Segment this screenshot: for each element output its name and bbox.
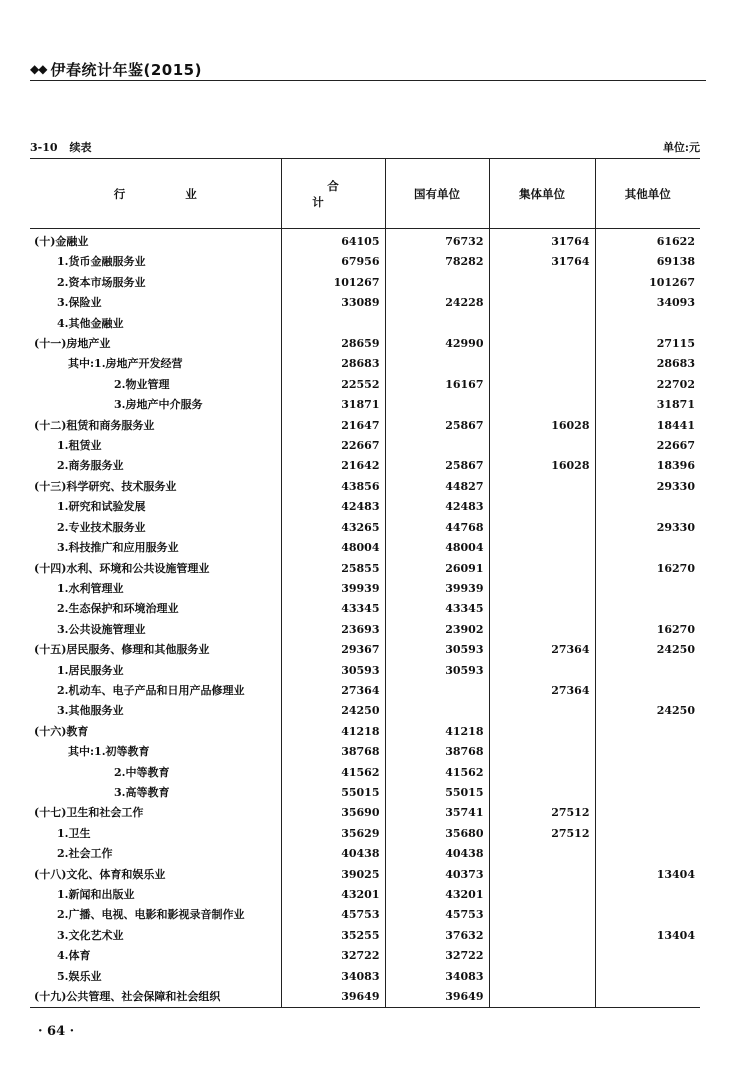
total-value: 39939 [281, 579, 385, 599]
table-row [30, 783, 700, 803]
state-owned-value: 42483 [385, 497, 489, 517]
other-value [595, 824, 700, 844]
collective-value [489, 354, 595, 374]
other-value [595, 538, 700, 558]
state-owned-value: 43345 [385, 599, 489, 619]
collective-value [489, 783, 595, 803]
table-row [30, 273, 700, 293]
collective-value [489, 701, 595, 721]
collective-value: 27364 [489, 681, 595, 701]
collective-value [489, 559, 595, 579]
table-row [30, 334, 700, 354]
industry-name: 2.专业技术服务业 [57, 520, 146, 534]
other-value: 22702 [595, 375, 700, 395]
table-row [30, 946, 700, 966]
table-row [30, 824, 700, 844]
other-value: 16270 [595, 620, 700, 640]
table-row [30, 395, 700, 415]
other-value: 24250 [595, 701, 700, 721]
other-value [595, 742, 700, 762]
other-value: 29330 [595, 518, 700, 538]
table-row [30, 640, 700, 660]
other-value [595, 763, 700, 783]
total-value: 30593 [281, 661, 385, 681]
industry-name: 1.居民服务业 [57, 663, 124, 677]
table-row [30, 518, 700, 538]
other-value [595, 967, 700, 987]
state-owned-value: 42990 [385, 334, 489, 354]
table-row [30, 375, 700, 395]
collective-value [489, 722, 595, 742]
collective-value: 27512 [489, 803, 595, 823]
other-value: 29330 [595, 477, 700, 497]
total-value: 64105 [281, 229, 385, 253]
state-owned-value: 35680 [385, 824, 489, 844]
industry-name: 3.房地产中介服务 [114, 398, 203, 412]
industry-name: 3.科技推广和应用服务业 [57, 541, 179, 555]
table-row [30, 722, 700, 742]
state-owned-value: 37632 [385, 926, 489, 946]
other-value [595, 579, 700, 599]
table-row [30, 865, 700, 885]
collective-value [489, 599, 595, 619]
total-value: 39649 [281, 987, 385, 1008]
total-value: 35690 [281, 803, 385, 823]
industry-name: 2.广播、电视、电影和影视录音制作业 [57, 908, 245, 922]
collective-value: 27512 [489, 824, 595, 844]
state-owned-value: 78282 [385, 252, 489, 272]
state-owned-value: 40373 [385, 865, 489, 885]
total-value: 22667 [281, 436, 385, 456]
table-row [30, 456, 700, 476]
other-value: 101267 [595, 273, 700, 293]
industry-name: (十七)卫生和社会工作 [34, 806, 144, 820]
column-header-state-owned: 国有单位 [385, 159, 489, 229]
state-owned-value [385, 701, 489, 721]
industry-name: 1.卫生 [57, 826, 91, 840]
total-value: 55015 [281, 783, 385, 803]
total-value: 33089 [281, 293, 385, 313]
state-owned-value: 32722 [385, 946, 489, 966]
industry-name: 3.公共设施管理业 [57, 622, 146, 636]
total-value: 24250 [281, 701, 385, 721]
collective-value [489, 661, 595, 681]
industry-name: 其中:1.初等教育 [68, 745, 150, 759]
industry-name: 2.资本市场服务业 [57, 275, 146, 289]
collective-value [489, 579, 595, 599]
total-value: 32722 [281, 946, 385, 966]
table-row [30, 803, 700, 823]
other-value [595, 987, 700, 1008]
table-row [30, 742, 700, 762]
table-row [30, 987, 700, 1008]
state-owned-value: 26091 [385, 559, 489, 579]
industry-name: 5.娱乐业 [57, 969, 102, 983]
total-value: 41562 [281, 763, 385, 783]
industry-name: 2.机动车、电子产品和日用产品修理业 [57, 683, 245, 697]
state-owned-value: 41218 [385, 722, 489, 742]
table-row [30, 661, 700, 681]
other-value [595, 803, 700, 823]
total-value: 42483 [281, 497, 385, 517]
industry-name: 2.物业管理 [114, 377, 170, 391]
total-value: 21642 [281, 456, 385, 476]
collective-value [489, 395, 595, 415]
industry-name: 3.文化艺术业 [57, 928, 124, 942]
unit-label: 单位:元 [662, 141, 700, 154]
diamond-icon: ◆◆ [30, 62, 47, 76]
total-value: 28659 [281, 334, 385, 354]
state-owned-value: 40438 [385, 844, 489, 864]
state-owned-value [385, 273, 489, 293]
collective-value [489, 763, 595, 783]
state-owned-value: 39939 [385, 579, 489, 599]
other-value: 34093 [595, 293, 700, 313]
table-row [30, 926, 700, 946]
column-header-total: 合 计 [281, 159, 385, 229]
industry-name: 2.商务服务业 [57, 459, 124, 473]
collective-value [489, 742, 595, 762]
other-value: 13404 [595, 865, 700, 885]
industry-name: (十)金融业 [34, 235, 89, 248]
other-value: 16270 [595, 559, 700, 579]
state-owned-value: 23902 [385, 620, 489, 640]
table-body [30, 229, 700, 1008]
collective-value: 27364 [489, 640, 595, 660]
collective-value [489, 293, 595, 313]
collective-value [489, 273, 595, 293]
collective-value [489, 946, 595, 966]
header-rule [30, 80, 706, 81]
collective-value [489, 436, 595, 456]
table-row [30, 844, 700, 864]
other-value: 69138 [595, 252, 700, 272]
state-owned-value [385, 395, 489, 415]
industry-name: (十三)科学研究、技术服务业 [34, 479, 177, 493]
collective-value [489, 375, 595, 395]
total-value: 67956 [281, 252, 385, 272]
other-value: 22667 [595, 436, 700, 456]
total-value: 48004 [281, 538, 385, 558]
industry-name: (十八)文化、体育和娱乐业 [34, 867, 166, 881]
collective-value [489, 497, 595, 517]
industry-name: (十六)教育 [34, 724, 89, 738]
total-value: 31871 [281, 395, 385, 415]
total-value: 25855 [281, 559, 385, 579]
other-value: 31871 [595, 395, 700, 415]
collective-value [489, 905, 595, 925]
table-row [30, 229, 700, 253]
collective-value [489, 334, 595, 354]
table-row [30, 967, 700, 987]
table-row [30, 477, 700, 497]
other-value: 18441 [595, 416, 700, 436]
table-row [30, 354, 700, 374]
table-number: 3-10 [30, 141, 58, 154]
other-value: 13404 [595, 926, 700, 946]
industry-name: 4.其他金融业 [57, 316, 124, 330]
industry-name: (十一)房地产业 [34, 337, 111, 351]
other-value: 18396 [595, 456, 700, 476]
state-owned-value: 76732 [385, 229, 489, 253]
collective-value: 31764 [489, 229, 595, 253]
table-row [30, 293, 700, 313]
other-value [595, 885, 700, 905]
industry-name: (十二)租赁和商务服务业 [34, 418, 155, 432]
other-value: 27115 [595, 334, 700, 354]
state-owned-value: 30593 [385, 640, 489, 660]
table-row [30, 681, 700, 701]
column-header-industry: 行 业 [30, 159, 281, 229]
table-row [30, 579, 700, 599]
industry-name: 4.体育 [57, 949, 91, 963]
state-owned-value: 45753 [385, 905, 489, 925]
table-caption [30, 139, 92, 155]
collective-value [489, 620, 595, 640]
state-owned-value: 24228 [385, 293, 489, 313]
total-value: 40438 [281, 844, 385, 864]
collective-value [489, 865, 595, 885]
table-row [30, 620, 700, 640]
other-value [595, 844, 700, 864]
collective-value [489, 967, 595, 987]
total-value [281, 314, 385, 334]
other-value [595, 661, 700, 681]
state-owned-value [385, 681, 489, 701]
total-value: 35255 [281, 926, 385, 946]
total-value: 39025 [281, 865, 385, 885]
table-row [30, 905, 700, 925]
state-owned-value: 16167 [385, 375, 489, 395]
industry-name: 1.水利管理业 [57, 581, 124, 595]
industry-name: 1.货币金融服务业 [57, 255, 146, 269]
running-header [30, 58, 202, 80]
collective-value: 16028 [489, 416, 595, 436]
column-header-collective: 集体单位 [489, 159, 595, 229]
other-value: 61622 [595, 229, 700, 253]
total-value: 41218 [281, 722, 385, 742]
industry-name: 3.高等教育 [114, 785, 170, 799]
state-owned-value: 34083 [385, 967, 489, 987]
state-owned-value: 55015 [385, 783, 489, 803]
other-value [595, 314, 700, 334]
yearbook-title: 伊春统计年鉴(2015) [50, 60, 202, 79]
table-row [30, 416, 700, 436]
industry-name: (十四)水利、环境和公共设施管理业 [34, 561, 210, 575]
column-header-other: 其他单位 [595, 159, 700, 229]
table-row [30, 252, 700, 272]
total-value: 101267 [281, 273, 385, 293]
state-owned-value: 44768 [385, 518, 489, 538]
industry-name: 2.生态保护和环境治理业 [57, 602, 179, 616]
collective-value [489, 987, 595, 1008]
other-value [595, 681, 700, 701]
header-row [30, 159, 700, 229]
collective-value [489, 885, 595, 905]
state-owned-value: 25867 [385, 456, 489, 476]
other-value [595, 783, 700, 803]
collective-value: 31764 [489, 252, 595, 272]
industry-name: (十五)居民服务、修理和其他服务业 [34, 643, 210, 657]
industry-name: 3.其他服务业 [57, 704, 124, 718]
other-value [595, 722, 700, 742]
total-value: 34083 [281, 967, 385, 987]
state-owned-value: 39649 [385, 987, 489, 1008]
collective-value [489, 926, 595, 946]
continued-label: 续表 [69, 141, 92, 154]
state-owned-value: 41562 [385, 763, 489, 783]
page-number: · 64 · [38, 1024, 75, 1039]
industry-name: 2.中等教育 [114, 765, 170, 779]
other-value [595, 497, 700, 517]
total-value: 38768 [281, 742, 385, 762]
industry-name: 1.新闻和出版业 [57, 888, 135, 901]
state-owned-value: 30593 [385, 661, 489, 681]
total-value: 29367 [281, 640, 385, 660]
table-row [30, 701, 700, 721]
table-row [30, 314, 700, 334]
total-value: 23693 [281, 620, 385, 640]
total-value: 21647 [281, 416, 385, 436]
total-value: 43345 [281, 599, 385, 619]
collective-value [489, 314, 595, 334]
total-value: 43856 [281, 477, 385, 497]
industry-name: 其中:1.房地产开发经营 [68, 357, 183, 371]
other-value [595, 946, 700, 966]
collective-value [489, 844, 595, 864]
total-value: 35629 [281, 824, 385, 844]
table-row [30, 559, 700, 579]
total-value: 28683 [281, 354, 385, 374]
state-owned-value: 48004 [385, 538, 489, 558]
total-value: 22552 [281, 375, 385, 395]
total-value: 43265 [281, 518, 385, 538]
collective-value [489, 477, 595, 497]
state-owned-value: 44827 [385, 477, 489, 497]
industry-name: 1.研究和试验发展 [57, 500, 146, 514]
other-value [595, 599, 700, 619]
table-row [30, 497, 700, 517]
state-owned-value [385, 436, 489, 456]
table-row [30, 436, 700, 456]
collective-value [489, 518, 595, 538]
other-value: 24250 [595, 640, 700, 660]
industry-name: (十九)公共管理、社会保障和社会组织 [30, 987, 281, 1008]
wage-table [30, 158, 700, 1008]
table-row [30, 763, 700, 783]
state-owned-value [385, 354, 489, 374]
state-owned-value: 43201 [385, 885, 489, 905]
total-value: 27364 [281, 681, 385, 701]
industry-name: 2.社会工作 [57, 847, 113, 861]
other-value [595, 905, 700, 925]
industry-name: 1.租赁业 [57, 439, 102, 453]
other-value: 28683 [595, 354, 700, 374]
collective-value [489, 538, 595, 558]
table-row [30, 538, 700, 558]
state-owned-value: 38768 [385, 742, 489, 762]
state-owned-value: 35741 [385, 803, 489, 823]
table-row [30, 885, 700, 905]
total-value: 45753 [281, 905, 385, 925]
total-value: 43201 [281, 885, 385, 905]
industry-name: 3.保险业 [57, 296, 102, 310]
state-owned-value: 25867 [385, 416, 489, 436]
state-owned-value [385, 314, 489, 334]
table-row [30, 599, 700, 619]
collective-value: 16028 [489, 456, 595, 476]
